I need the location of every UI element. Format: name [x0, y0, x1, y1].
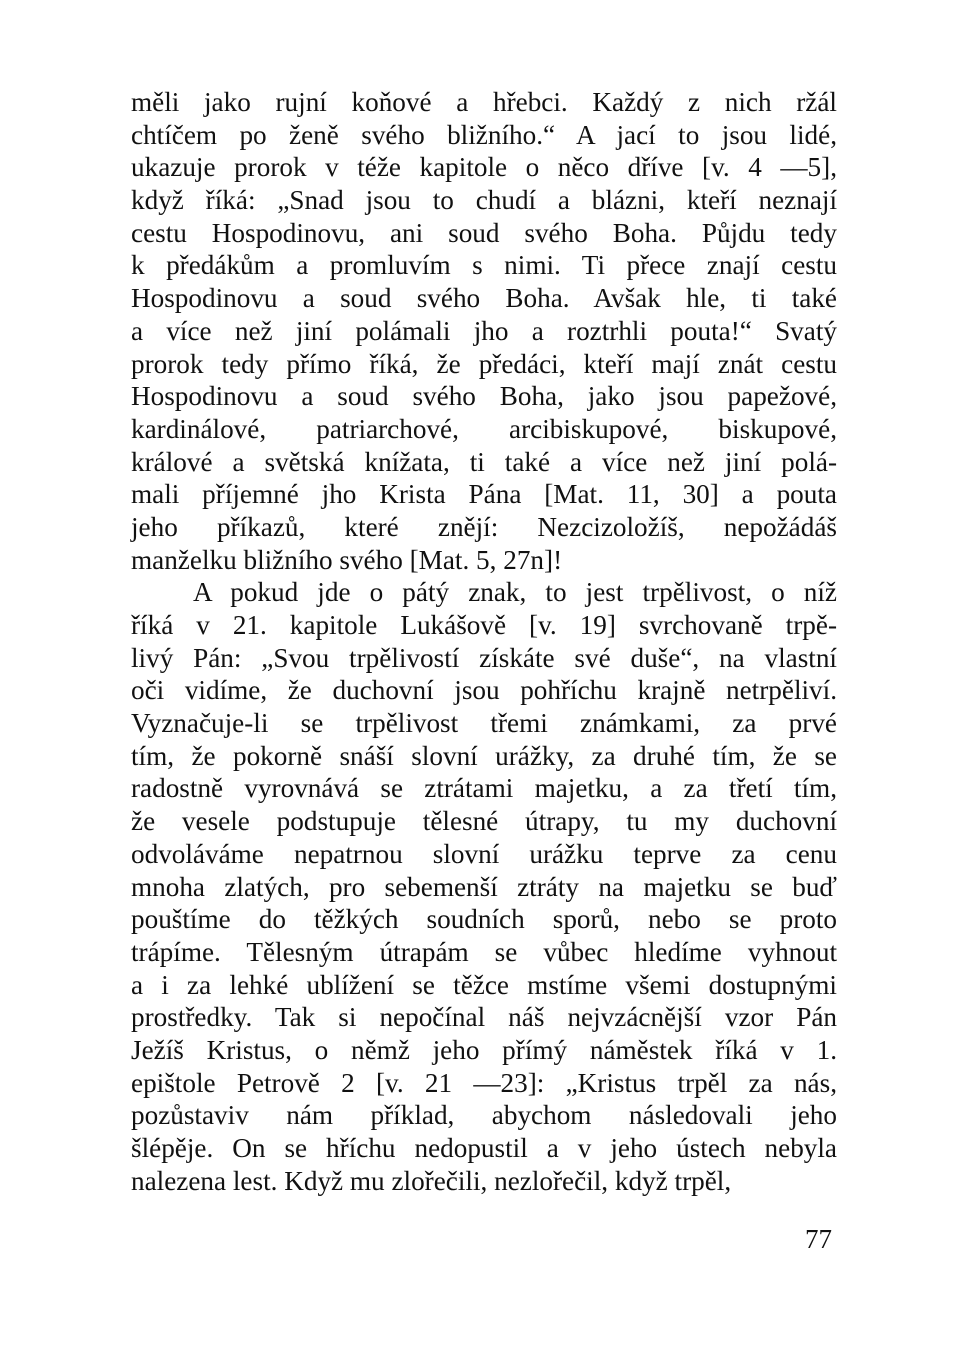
text-line: trápíme. Tělesným útrapám se vůbec hledíme vyhnout	[131, 936, 837, 967]
text-line: mali příjemné jho Krista Pána [Mat. 11, 30] a pouta	[131, 479, 837, 510]
text-line: a i za lehké ublížení se těžce mstíme všemi dostupnými	[131, 969, 837, 1000]
text-line: k předákům a promluvím s nimi. Ti přece znají cestu	[131, 250, 837, 281]
text-line: oči vidíme, že duchovní jsou pohříchu krajně netrpěliví.	[131, 675, 837, 706]
text-line: tím, že pokorně snáší slovní urážky, za druhé tím, že se	[131, 740, 837, 771]
text-line: kardinálové, patriarchové, arcibiskupové, biskupové,	[131, 413, 837, 444]
paragraph	[131, 86, 837, 576]
text-line: odvoláváme nepatrnou slovní urážku teprve za cenu	[131, 838, 837, 869]
text-line: pouštíme do těžkých soudních sporů, nebo se proto	[131, 904, 837, 935]
text-line: pozůstaviv nám příklad, abychom následovali jeho	[131, 1100, 837, 1131]
text-line: manželku bližního svého [Mat. 5, 27n]!	[131, 544, 563, 575]
text-line: že vesele podstupuje tělesné útrapy, tu my duchovní	[131, 806, 837, 837]
text-line: cestu Hospodinovu, ani soud svého Boha. Půjdu tedy	[131, 217, 837, 248]
text-line: livý Pán: „Svou trpělivostí získáte své duše“, na vlastní	[131, 642, 837, 673]
text-line: říká v 21. kapitole Lukášově [v. 19] svrchovaně trpě-	[131, 610, 837, 640]
text-line: Ježíš Kristus, o němž jeho přímý náměstek říká v 1.	[131, 1034, 837, 1065]
text-line: A pokud jde o pátý znak, to jest trpělivost, o níž	[193, 577, 837, 608]
text-line: epištole Petrově 2 [v. 21 —23]: „Kristus trpěl za nás,	[131, 1067, 837, 1098]
text-line: Hospodinovu a soud svého Boha, jako jsou papežové,	[131, 381, 837, 412]
text-line: a více než jiní polámali jho a roztrhli pouta!“ Svatý	[131, 315, 837, 346]
text-line: Hospodinovu a soud svého Boha. Avšak hle, ti také	[131, 283, 837, 314]
text-line: jeho příkazů, které znějí: Nezcizoložíš, nepožádáš	[131, 511, 837, 542]
text-line: chtíčem po ženě svého bližního.“ A jací to jsou lidé,	[131, 119, 837, 150]
body-text	[131, 86, 837, 1197]
page-number: 77	[805, 1224, 832, 1254]
text-line: prostředky. Tak si nepočínal náš nejvzácnější vzor Pán	[131, 1002, 837, 1033]
text-line: šlépěje. On se hříchu nedopustil a v jeho ústech nebyla	[131, 1133, 837, 1163]
text-line: když říká: „Snad jsou to chudí a blázni, kteří neznají	[131, 185, 837, 216]
paragraph	[131, 576, 837, 1197]
text-line: prorok tedy přímo říká, že předáci, kteří mají znát cestu	[131, 348, 837, 379]
text-line: měli jako rujní koňové a hřebci. Každý z nich ržál	[131, 87, 837, 117]
text-line: mnoha zlatých, pro sebemenší ztráty na majetku se buď	[131, 871, 837, 902]
text-line: nalezena lest. Když mu zlořečili, nezlořečil, když trpěl,	[131, 1165, 732, 1196]
text-line: radostně vyrovnává se ztrátami majetku, a za třetí tím,	[131, 773, 837, 804]
text-line: Vyznačuje-li se trpělivost třemi známkami, za prvé	[131, 708, 837, 739]
text-line: ukazuje prorok v téže kapitole o něco dříve [v. 4 —5],	[131, 152, 837, 183]
text-line: králové a světská knížata, ti také a více než jiní polá-	[131, 446, 837, 477]
